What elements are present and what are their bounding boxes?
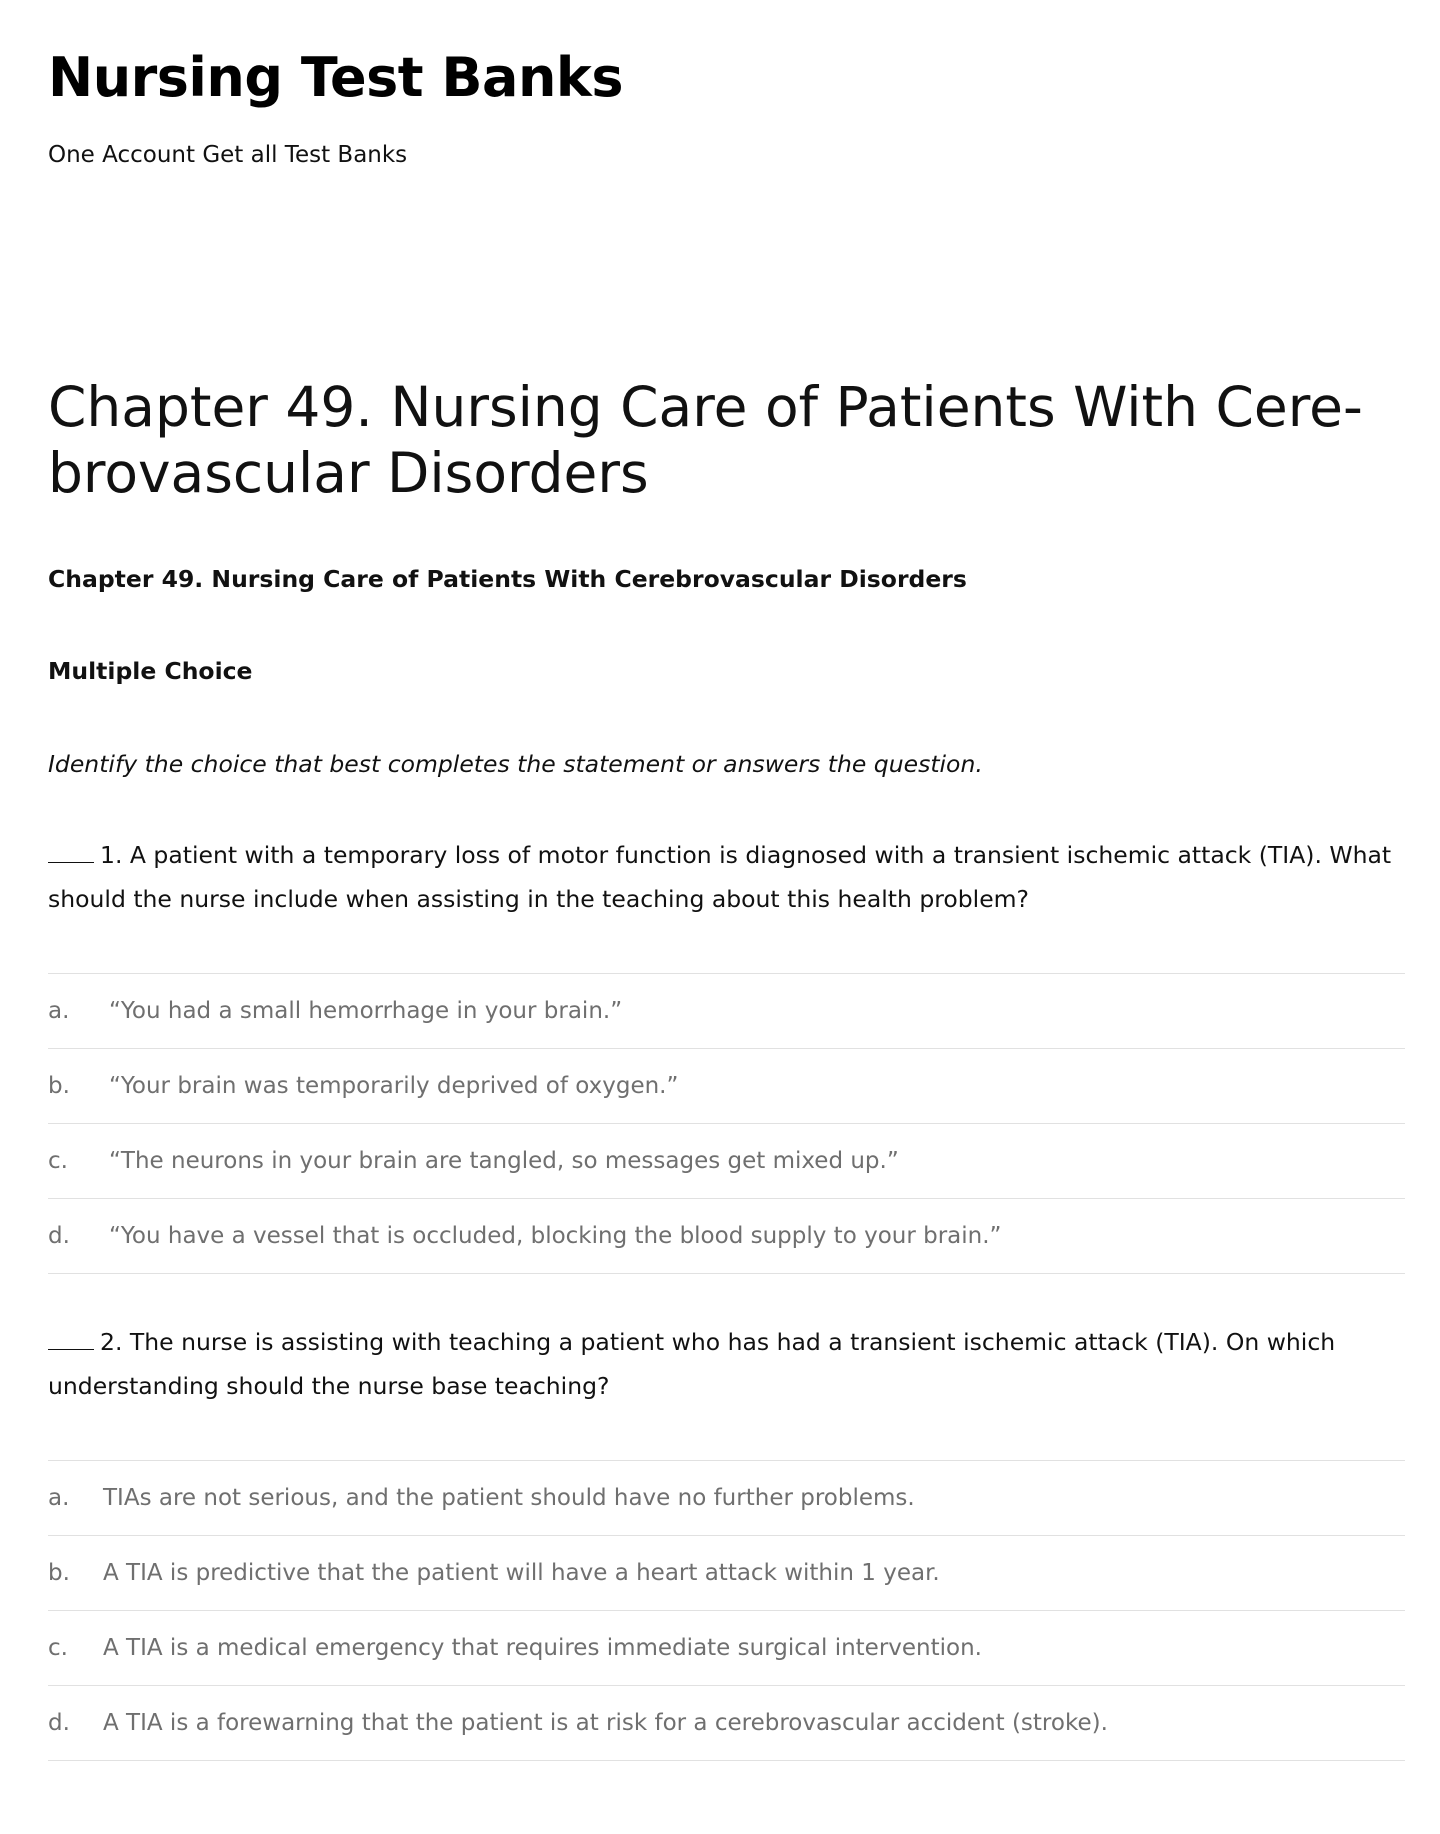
choice-letter: c. [48, 1635, 68, 1661]
question-2 [48, 1320, 1405, 1761]
answer-blank [48, 840, 94, 863]
choices-list [48, 973, 1405, 1274]
choice-item [48, 1049, 1405, 1124]
choice-text: A TIA is predictive that the patient will have a heart attack within 1 year. [103, 1560, 940, 1586]
question-stem [48, 833, 1405, 921]
choice-text: A TIA is a medical emergency that requires immediate surgical intervention. [103, 1635, 982, 1661]
question-text: 1. A patient with a temporary loss of motor function is diagnosed with a transient ischemic attack (TIA). What should the nurse include when assisting in the teaching about this health problem? [48, 841, 1392, 913]
choice-text: “You have a vessel that is occluded, blocking the blood supply to your brain.” [109, 1223, 1002, 1249]
answer-blank [48, 1327, 94, 1350]
choice-item [48, 1611, 1405, 1686]
choice-item [48, 1124, 1405, 1199]
choice-letter: a. [48, 1485, 70, 1511]
choice-item [48, 1461, 1405, 1536]
site-tagline: One Account Get all Test Banks [48, 142, 408, 168]
choice-text: “Your brain was temporarily deprived of oxygen.” [109, 1073, 679, 1099]
question-1 [48, 833, 1405, 1274]
question-text: 2. The nurse is assisting with teaching a patient who has had a transient ischemic attack (TIA). On which understanding should the nurse base teaching? [48, 1328, 1336, 1400]
choice-item [48, 1686, 1405, 1761]
choice-text: “You had a small hemorrhage in your brain.” [109, 998, 623, 1024]
choice-item [48, 1536, 1405, 1611]
choice-text: “The neurons in your brain are tangled, so messages get mixed up.” [109, 1148, 899, 1174]
site-title[interactable]: Nursing Test Banks [48, 46, 623, 109]
choice-item [48, 1199, 1405, 1274]
choice-letter: d. [48, 1710, 70, 1736]
choice-letter: b. [48, 1073, 70, 1099]
choice-letter: d. [48, 1223, 70, 1249]
choice-text: TIAs are not serious, and the patient should have no further problems. [103, 1485, 915, 1511]
choice-letter: a. [48, 998, 70, 1024]
choices-list [48, 1460, 1405, 1761]
chapter-subheading: Chapter 49. Nursing Care of Patients With Cerebrovascular Disorders [48, 565, 967, 593]
choice-item [48, 974, 1405, 1049]
choice-letter: c. [48, 1148, 68, 1174]
choice-text: A TIA is a forewarning that the patient is at risk for a cerebrovascular accident (stroke). [103, 1710, 1108, 1736]
instructions-text: Identify the choice that best completes the statement or answers the question. [48, 750, 983, 778]
choice-letter: b. [48, 1560, 70, 1586]
page-title: Chapter 49. Nursing Care of Patients With Cere-brovascular Disorders [48, 375, 1363, 505]
question-stem [48, 1320, 1405, 1408]
section-heading: Multiple Choice [48, 657, 253, 685]
